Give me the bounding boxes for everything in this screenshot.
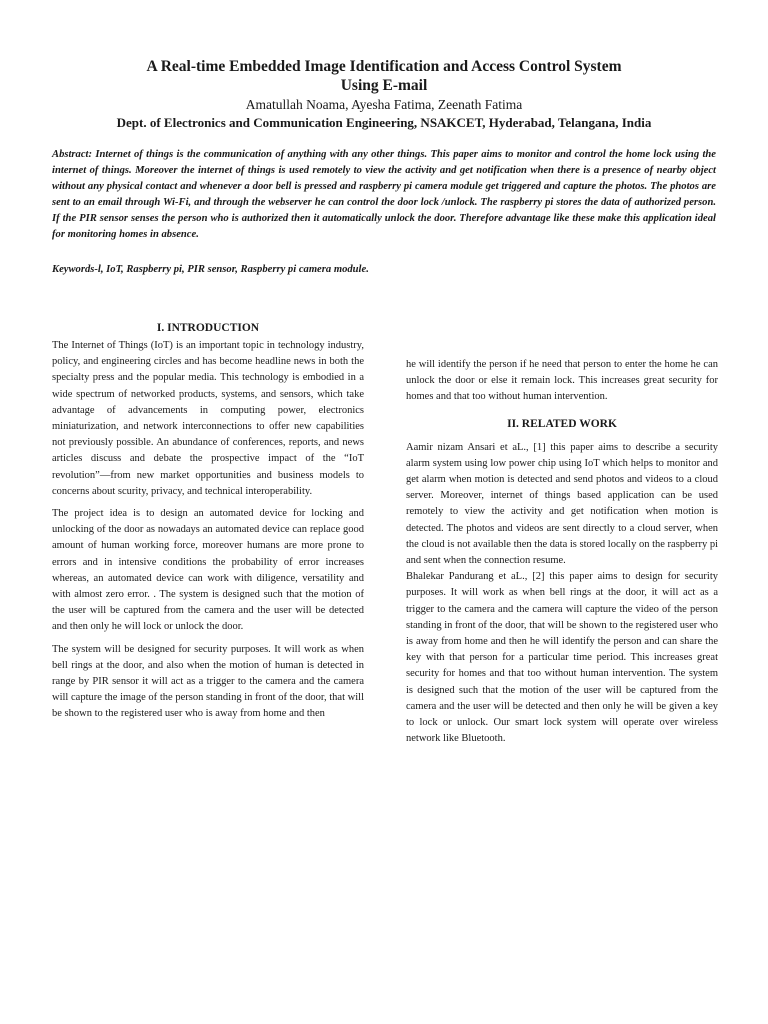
intro-paragraph-2: The project idea is to design an automated device for locking and unlocking of the door as nowadays an automated device can replace good amount of human working force, moreover humans are more prone to errors and in intensive conditions the probability of error increases whereas, an automated device can work with diligence, versatility and with almost zero error. . The system is designed such that the motion of the user will be captured from the camera and the user will be detected and then only he will lock or unlock the door. xyxy=(52,508,364,633)
related-work-paragraph-1: Aamir nizam Ansari et aL., [1] this paper aims to describe a security alarm system using low power chip using IoT which helps to monitor and get alarm when motion is detected and send photos and videos to a cloud server. Moreover, internet of things based application can be used remotely to view the activity and get notification when motion is detected. The photos and videos are sent directly to a cloud server, when the cloud is not available then the data is stored locally on the raspberry pi and sent when the connection resume. xyxy=(406,441,718,567)
intro-paragraph-3: The system will be designed for security purposes. It will work as when bell rings at the door, and also when the motion of human is detected in range by PIR sensor it will act as a trigger to the camera and the camera will capture the image of the person standing in front of the door, that will be shown to the registered user who is away from home and then xyxy=(52,643,364,720)
title-line-1: A Real-time Embedded Image Identification and Access Control System xyxy=(146,58,622,75)
intro-paragraph-continued: he will identify the person if he need that person to enter the home he can unlock the door or else it remain lock. This increases great security for homes and that too without human intervention. xyxy=(406,359,718,403)
abstract-label: Abstract xyxy=(52,149,89,160)
keywords: Keywords-l, IoT, Raspberry pi, PIR sensor, Raspberry pi camera module. xyxy=(52,264,369,275)
section-heading-introduction: I. INTRODUCTION xyxy=(156,322,260,334)
related-work-paragraph-2: Bhalekar Pandurang et aL., [2] this paper aims to design for security purposes. It will work as when bell rings at the door, it will act as a trigger to the camera and the camera will capture the video of the person standing in front of the door, that will be shown to the registered user who is away from home and then he will identify the person and can share the key with that person for a particular time period. This increases great security for homes and that too without human intervention. The system is designed such that the motion of the user will be captured from the camera and the user will be detected and then only he will be given a key to lock or unlock. Our smart lock system will operate over wireless network like Bluetooth. xyxy=(406,571,718,745)
left-column xyxy=(52,320,364,723)
abstract xyxy=(52,147,716,244)
intro-paragraph-1: The Internet of Things (IoT) is an important topic in technology industry, policy, and engineering circles and has become headline news in both the specialty press and the popular media. This technology is embodied in a wide spectrum of networked products, systems, and sensors, which take advantage of advancements in computing power, electronics miniaturization, and network interconnections to offer new capabilities not previously possible. An abundance of conferences, reports, and news articles discuss and debate the prospective impact of the “IoT revolution”—from new market opportunities and business models to concerns about scurity, privacy, and technical interoperability. xyxy=(52,340,364,497)
abstract-text: : Internet of things is the communication of anything with any other things. This paper aims to monitor and control the home lock using the internet of things. Moreover the internet of things is used remotely to view the activity and get notification when there is a presence of nearby object without any physical contact and whenever a door bell is pressed and raspberry pi camera module get triggered and capture the photos. The photos are sent to an email through Wi-Fi, and through the webserver he can control the door lock /unlock. The raspberry pi stores the data of authorized person. If the PIR sensor senses the person who is authorized then it automatically unlock the door. Therefore advantage like these make this application ideal for monitoring homes in absence. xyxy=(52,149,716,241)
author-list: Amatullah Noama, Ayesha Fatima, Zeenath Fatima xyxy=(245,97,523,112)
title-line-2: Using E-mail xyxy=(340,77,428,94)
right-column xyxy=(406,357,718,747)
paper-title xyxy=(80,57,688,95)
affiliation: Dept. of Electronics and Communication Engineering, NSAKCET, Hyderabad, Telangana, India xyxy=(116,115,652,130)
section-heading-related-work: II. RELATED WORK xyxy=(507,417,617,430)
